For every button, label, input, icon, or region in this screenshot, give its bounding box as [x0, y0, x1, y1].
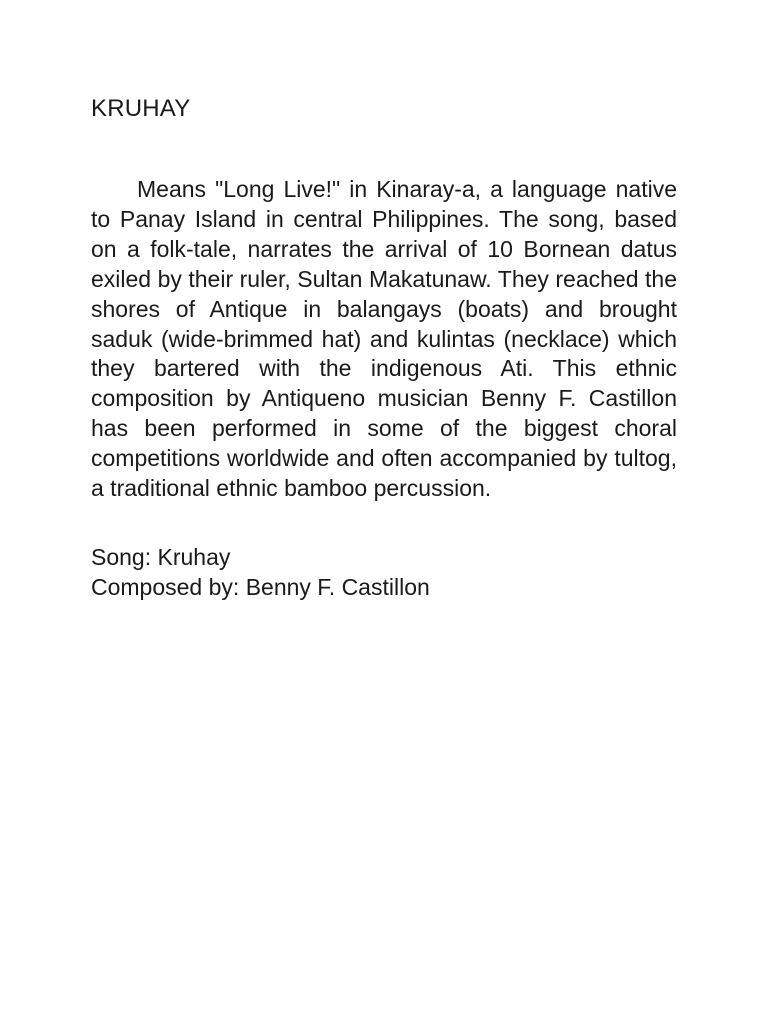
description-paragraph: Means "Long Live!" in Kinaray-a, a language native to Panay Island in central Philippines. The song, based on a folk-tale, narrates the arrival of 10 Bornean datus exiled by their ruler, Sultan Makatunaw. They reached the shores of Antique in balangays (boats) and brought saduk (wide-brimmed hat) and kulintas (necklace) which they bartered with the indigenous Ati. This ethnic composition by Antiqueno musician Benny F. Castillon has been performed in some of the biggest choral competitions worldwide and often accompanied by tultog, a traditional ethnic bamboo percussion. [91, 176, 677, 502]
document-title: KRUHAY [91, 95, 191, 122]
song-title-line: Song: Kruhay [91, 544, 231, 570]
composer-line: Composed by: Benny F. Castillon [91, 574, 430, 600]
song-credits [91, 542, 677, 602]
